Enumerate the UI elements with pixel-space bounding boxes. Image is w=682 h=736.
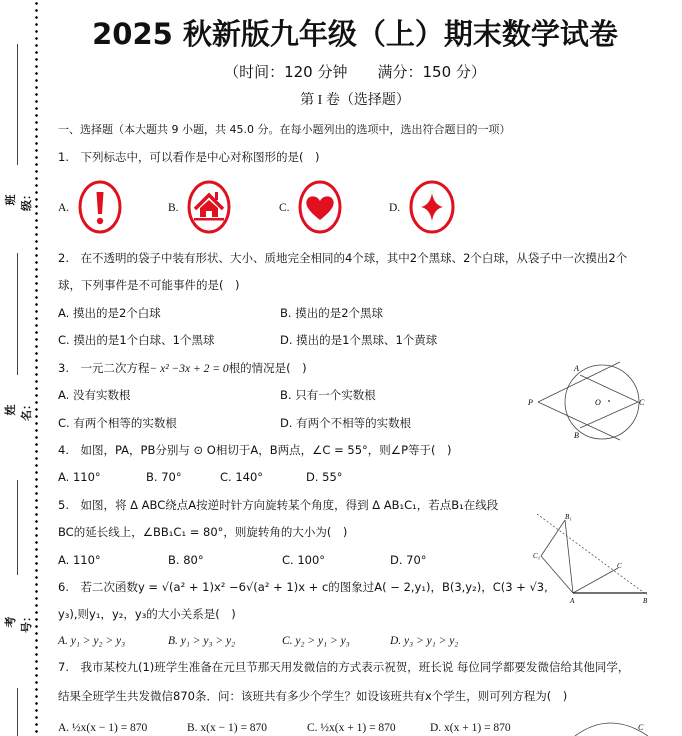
- q5-option-d: D. 70°: [390, 553, 427, 567]
- q5-stem-line2: BC的延长线上，∠BB₁C₁ = 80°，则旋转角的大小为( ): [58, 525, 348, 539]
- section-heading: 一、选择题（本大题共 9 小题，共 45.0 分。在每小题列出的选项中，选出符合题目的一项）: [58, 123, 511, 136]
- q7-option-c: C. ½x(x + 1) = 870: [307, 722, 396, 734]
- q3-option-d: D. 有两个不相等的实数根: [280, 416, 412, 430]
- next-question-figure: [570, 718, 660, 736]
- q7-option-d: D. x(x + 1) = 870: [430, 722, 511, 734]
- q4-stem: 4. 如图，PA，PB分别与 ⊙ O相切于A，B两点，∠C = 55°，则∠P等于( ): [58, 443, 452, 457]
- label-p: P: [528, 398, 533, 407]
- q2-option-d: D. 摸出的是1个黑球、1个黄球: [280, 333, 438, 347]
- q7-option-b: B. x(x − 1) = 870: [187, 722, 268, 734]
- q5-rotation-figure: [530, 510, 660, 605]
- q3-option-c: C. 有两个相等的实数根: [58, 416, 177, 430]
- exam-info: （时间：120 分钟 满分：150 分）: [224, 63, 486, 81]
- q2-option-a: A. 摸出的是2个白球: [58, 306, 161, 320]
- q7-option-a: A. ½x(x − 1) = 870: [58, 722, 148, 734]
- house-icon: [186, 180, 232, 234]
- heart-icon: [297, 180, 343, 234]
- label-b1: B₁: [565, 513, 572, 521]
- q3-option-b: B. 只有一个实数根: [280, 388, 376, 402]
- label-o: O: [595, 398, 601, 407]
- q4-option-c: C. 140°: [220, 470, 264, 484]
- q2-stem-line1: 2. 在不透明的袋子中装有形状、大小、质地完全相同的4个球，其中2个黑球、2个白球，从袋子中一次摸出2个: [58, 251, 628, 265]
- q1-option-d: D.: [389, 202, 401, 214]
- q5-option-b: B. 80°: [168, 553, 204, 567]
- q1-option-b: B.: [168, 202, 179, 214]
- q6-stem-line1: 6. 若二次函数y = √(a² + 1)x² −6√(a² + 1)x + c的图象过A( − 2,y₁)，B(3,y₂)，C(3 + √3,: [58, 580, 548, 594]
- q6-option-b: B. y₁ > y₃ > y₂: [168, 635, 236, 647]
- id-label: 考号：: [4, 611, 33, 633]
- class-label: 班级：: [4, 189, 33, 211]
- name-blank-line: [17, 253, 18, 375]
- label-c1: C₁: [533, 552, 541, 560]
- volume-heading: 第 I 卷（选择题）: [300, 93, 410, 108]
- q2-option-c: C. 摸出的是1个白球、1个黑球: [58, 333, 215, 347]
- blank-line: [17, 688, 18, 736]
- q4-option-b: B. 70°: [146, 470, 182, 484]
- label-c: C: [639, 398, 645, 407]
- q1-option-a: A.: [58, 202, 70, 214]
- q6-option-c: C. y₂ > y₁ > y₃: [282, 635, 350, 647]
- q5-option-c: C. 100°: [282, 553, 326, 567]
- q4-option-a: A. 110°: [58, 470, 101, 484]
- q3-equation: − x² −3x + 2 = 0: [149, 363, 229, 375]
- page-title: 2025 秋新版九年级（上）期末数学试卷: [92, 17, 618, 51]
- q1-stem: 1. 下列标志中，可以看作是中心对称图形的是( ): [58, 150, 320, 164]
- q1-option-c: C.: [279, 202, 290, 214]
- q3-option-a: A. 没有实数根: [58, 388, 131, 402]
- name-label: 姓名：: [4, 399, 33, 421]
- label-b: B: [643, 597, 648, 605]
- q5-stem-line1: 5. 如图，将 Δ ABC绕点A按逆时针方向旋转某个角度，得到 Δ AB₁C₁，若点B₁在线段: [58, 498, 499, 512]
- q3-stem-prefix: 3. 一元二次方程: [58, 361, 150, 375]
- label-a: A: [570, 597, 575, 605]
- exclamation-icon: [77, 180, 123, 234]
- q3-stem: [58, 361, 307, 376]
- label-c: C: [638, 723, 644, 732]
- four-point-star-icon: [408, 180, 456, 234]
- q6-stem-line2: y₃),则y₁，y₂，y₃的大小关系是( ): [58, 607, 236, 621]
- label-a: A: [574, 364, 579, 373]
- id-blank-line: [17, 480, 18, 575]
- label-c: C: [617, 562, 622, 570]
- q6-option-a: A. y₁ > y₂ > y₃: [58, 635, 126, 647]
- binding-dotted-line: [35, 0, 38, 736]
- q3-stem-suffix: 根的情况是( ): [228, 361, 307, 375]
- q7-stem-line2: 结果全班学生共发微信870条．问：该班共有多少个学生？如设该班共有x个学生，则可列方程为( ): [58, 689, 568, 703]
- q5-option-a: A. 110°: [58, 553, 101, 567]
- q4-circle-tangent-figure: [525, 360, 645, 442]
- q6-option-d: D. y₃ > y₁ > y₂: [390, 635, 459, 647]
- q7-stem-line1: 7. 我市某校九(1)班学生准备在元旦节那天用发微信的方式表示祝贺，班长说 每位同学都要发微信给其他同学，: [58, 660, 630, 674]
- q2-stem-line2: 球，下列事件是不可能事件的是( ): [58, 278, 240, 292]
- q4-option-d: D. 55°: [306, 470, 343, 484]
- label-b: B: [574, 431, 579, 440]
- q2-option-b: B. 摸出的是2个黑球: [280, 306, 384, 320]
